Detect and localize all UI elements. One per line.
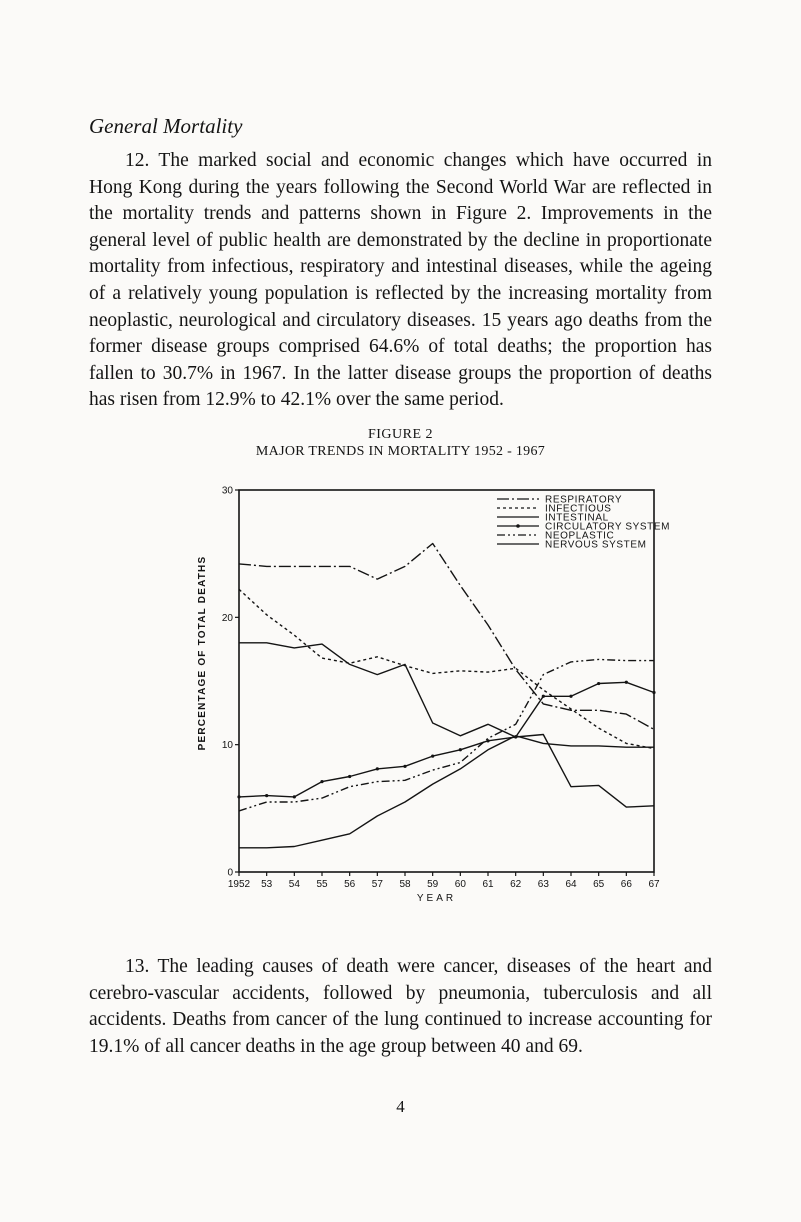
x-tick-label: 57 <box>371 879 383 890</box>
series-line-neoplastic <box>239 659 654 811</box>
legend-entry: INFECTIOUS <box>545 503 612 515</box>
legend-entry: NERVOUS SYSTEM <box>545 539 647 551</box>
series-point <box>597 682 600 685</box>
series-line-intestinal <box>239 643 654 807</box>
series-point <box>320 780 323 783</box>
x-tick-label: 59 <box>427 879 439 890</box>
series-line-respiratory <box>239 544 654 730</box>
series-point <box>542 695 545 698</box>
legend-entry: RESPIRATORY <box>545 494 623 506</box>
legend-entry: NEOPLASTIC <box>545 530 615 542</box>
series-point <box>431 755 434 758</box>
chart-legend <box>497 495 670 551</box>
series-point <box>652 691 655 694</box>
legend-entry: INTESTINAL <box>545 512 609 524</box>
series-point <box>237 795 240 798</box>
figure-number: FIGURE 2 <box>367 427 434 442</box>
x-tick-label: 55 <box>316 879 328 890</box>
series-point <box>625 681 628 684</box>
series-point <box>403 765 406 768</box>
paragraph-13: 13. The leading causes of death were cancer, diseases of the heart and cerebro-vascular accidents, followed by pneumonia, tuberculosis and all accidents. Deaths from cancer of the lung continued to increase accounting for 19.1% of all cancer deaths in the age group between 40 and 69. <box>89 956 712 1057</box>
y-axis <box>222 486 239 879</box>
x-tick-label: 60 <box>454 879 466 890</box>
x-tick-label: 63 <box>537 879 549 890</box>
x-tick-label: 67 <box>648 879 660 890</box>
legend-entry: CIRCULATORY SYSTEM <box>545 521 671 533</box>
mortality-chart <box>0 460 801 950</box>
series-point <box>293 795 296 798</box>
series-point <box>569 695 572 698</box>
series-line-infectious <box>239 589 654 748</box>
series-lines <box>237 544 655 848</box>
series-point <box>265 794 268 797</box>
x-tick-label: 58 <box>399 879 411 890</box>
x-tick-label: 56 <box>344 879 356 890</box>
series-point <box>348 775 351 778</box>
chart-svg <box>0 460 801 950</box>
x-tick-label: 1952 <box>227 879 251 890</box>
y-axis-label: PERCENTAGE OF TOTAL DEATHS <box>197 555 208 751</box>
y-tick-label: 10 <box>221 740 233 752</box>
series-line-circulatory-system <box>239 682 654 797</box>
y-tick-label: 20 <box>221 612 233 624</box>
x-axis <box>228 872 660 890</box>
x-tick-label: 54 <box>288 879 300 890</box>
page-number: 4 <box>396 1097 405 1116</box>
y-tick-label: 0 <box>227 867 233 879</box>
series-point <box>459 748 462 751</box>
x-tick-label: 61 <box>482 879 494 890</box>
x-tick-label: 62 <box>510 879 522 890</box>
series-point <box>376 767 379 770</box>
x-tick-label: 65 <box>593 879 605 890</box>
x-tick-label: 64 <box>565 879 577 890</box>
y-tick-label: 30 <box>221 485 233 497</box>
figure-caption: MAJOR TRENDS IN MORTALITY 1952 - 1967 <box>255 444 546 459</box>
x-tick-label: 53 <box>261 879 273 890</box>
section-title: General Mortality <box>89 114 243 138</box>
x-tick-label: 66 <box>620 879 632 890</box>
paragraph-12: 12. The marked social and economic changes which have occurred in Hong Kong during the years following the Second World War are reflected in the mortality trends and patterns shown in Figure 2. Improvements in the general level of public health are demonstrated by the decline in proportionate mortality from infectious, respiratory and intestinal diseases, while the ageing of a relatively young population is reflected by the increasing mortality from neoplastic, neurological and circulatory diseases. 15 years ago deaths from the former disease groups comprised 64.6% of total deaths; the proportion has fallen to 30.7% in 1967. In the latter disease groups the proportion of deaths has risen from 12.9% to 42.1% over the same period. <box>89 150 712 411</box>
legend-marker <box>516 524 520 528</box>
x-axis-label: YEAR <box>416 893 457 904</box>
